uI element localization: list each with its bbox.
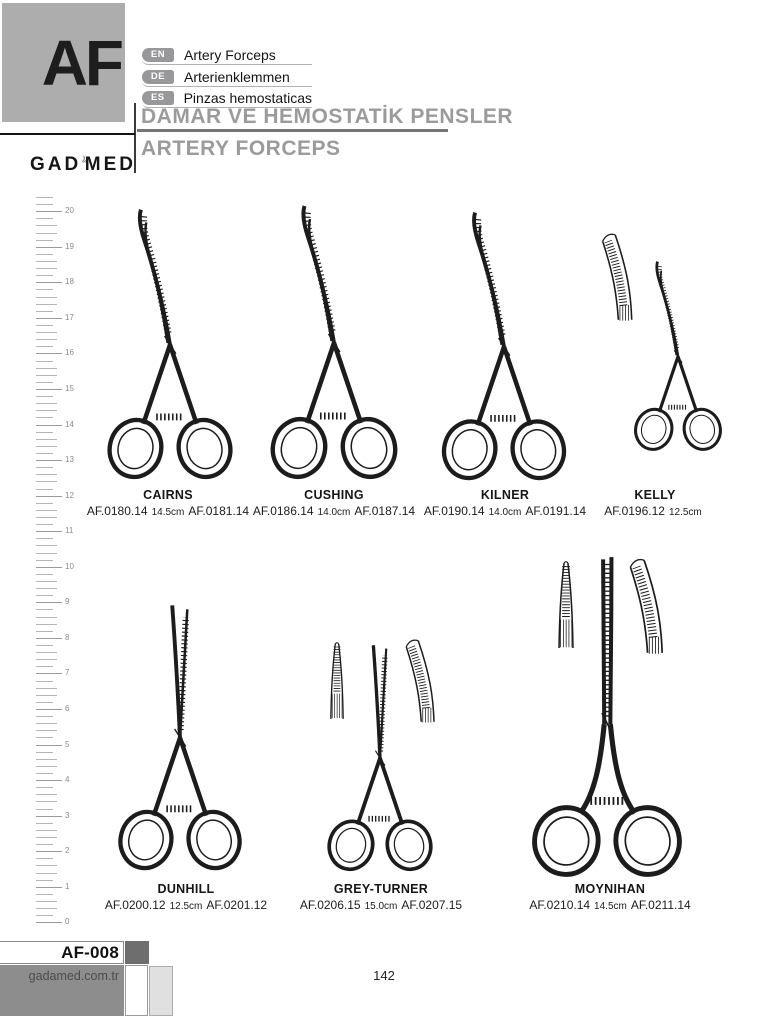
- ruler-tick: [36, 318, 62, 319]
- ruler-tick: [36, 460, 62, 461]
- ruler-tick: [36, 553, 57, 554]
- ruler-tick: [36, 467, 53, 468]
- product-size: 12.5cm: [668, 507, 702, 518]
- language-row-de: [142, 66, 312, 87]
- ruler-tick: [36, 915, 53, 916]
- ruler-tick: [36, 652, 57, 653]
- ruler-tick: [36, 474, 57, 475]
- ruler-tick: [36, 794, 57, 795]
- ruler-tick: [36, 339, 57, 340]
- ruler-tick: [36, 873, 57, 874]
- ruler-tick: [36, 816, 62, 817]
- language-row-en: [142, 44, 312, 65]
- product-code: AF.0186.14: [252, 504, 314, 518]
- product-codes: [86, 898, 286, 912]
- kilner-forceps-illustration: [430, 192, 578, 486]
- ruler-tick: [36, 211, 62, 212]
- ruler-tick: [36, 346, 53, 347]
- product-label: [555, 488, 755, 518]
- product-code: AF.0201.12: [206, 898, 268, 912]
- product-code: AF.0207.15: [401, 898, 463, 912]
- ruler-tick: [36, 609, 53, 610]
- ruler-tick: [36, 681, 53, 682]
- language-label-es: Pinzas hemostaticas: [183, 90, 312, 106]
- product-code: AF.0196.12: [604, 504, 665, 518]
- brand-text-right: MED: [84, 154, 136, 175]
- ruler-tick: [36, 588, 57, 589]
- ruler-tick-label: 2: [65, 846, 70, 856]
- ruler-tick: [36, 709, 62, 710]
- ruler-tick: [36, 510, 57, 511]
- ruler-tick-label: 10: [65, 561, 74, 571]
- ruler-tick: [36, 240, 53, 241]
- ruler-tick-label: 15: [65, 384, 74, 393]
- ruler-tick-label: 4: [65, 775, 70, 784]
- ruler-tick: [36, 233, 57, 234]
- product-size: 14.5cm: [151, 507, 185, 518]
- ruler-tick: [36, 432, 53, 433]
- ruler-tick: [36, 446, 57, 447]
- ruler-tick: [36, 688, 57, 689]
- ruler-tick-label: 11: [65, 526, 74, 536]
- ruler-tick: [36, 659, 57, 660]
- ruler-tick-label: 1: [65, 881, 70, 891]
- ruler-tick: [36, 602, 62, 603]
- ruler-tick: [36, 773, 53, 774]
- product-size: 14.5cm: [594, 901, 627, 912]
- ruler-tick: [36, 254, 53, 255]
- ruler-tick-label: 6: [65, 703, 70, 713]
- ruler-tick: [36, 823, 53, 824]
- ruler-tick: [36, 567, 62, 568]
- ruler-tick: [36, 581, 57, 582]
- ruler-tick: [36, 730, 57, 731]
- ruler-tick: [36, 417, 53, 418]
- ruler-tick: [36, 531, 62, 532]
- ruler-tick: [36, 737, 53, 738]
- product-size: 15.0cm: [364, 901, 398, 912]
- product-name: CAIRNS: [143, 488, 193, 502]
- product-code: AF.0191.14: [525, 504, 587, 518]
- ruler-tick: [36, 645, 53, 646]
- moynihan-forceps-illustration: [502, 546, 712, 880]
- category-code: AF: [41, 26, 121, 99]
- product-codes: [281, 898, 481, 912]
- page-title-turkish: DAMAR VE HEMOSTATİK PENSLER: [141, 105, 514, 128]
- cushing-forceps-illustration: [258, 185, 410, 485]
- ruler-tick: [36, 617, 57, 618]
- product-codes: [510, 898, 710, 912]
- category-badge: [2, 3, 125, 122]
- ruler-tick: [36, 289, 53, 290]
- ruler-tick: [36, 666, 53, 667]
- ruler-tick: [36, 489, 53, 490]
- ruler-tick-label: 5: [65, 739, 70, 749]
- ruler-tick: [36, 716, 53, 717]
- ruler-tick: [36, 595, 53, 596]
- ruler-tick: [36, 496, 62, 497]
- ruler-tick: [36, 353, 62, 354]
- product-name: CUSHING: [304, 488, 364, 502]
- ruler-tick: [36, 752, 53, 753]
- ruler-tick: [36, 453, 53, 454]
- ruler-tick: [36, 410, 57, 411]
- ruler-tick-label: 7: [65, 668, 70, 678]
- ruler-tick: [36, 538, 53, 539]
- ruler-tick: [36, 880, 53, 881]
- product-name: DUNHILL: [157, 882, 215, 896]
- ruler-tick: [36, 304, 57, 305]
- ruler-tick: [36, 268, 57, 269]
- ruler-tick: [36, 375, 57, 376]
- ruler-tick: [36, 638, 62, 639]
- website-text: gadamed.com.tr: [28, 969, 119, 983]
- ruler-tick: [36, 403, 57, 404]
- product-code: AF.0187.14: [354, 504, 416, 518]
- ruler-tick: [36, 247, 62, 248]
- ruler-tick: [36, 830, 57, 831]
- product-name: GREY-TURNER: [333, 882, 429, 896]
- title-underline: [137, 129, 448, 132]
- ruler-tick: [36, 865, 57, 866]
- brand-logo: [30, 146, 136, 174]
- product-code: AF.0206.15: [299, 898, 361, 912]
- ruler-tick-label: 20: [65, 206, 74, 216]
- ruler-tick: [36, 282, 62, 283]
- language-tag-es: ES: [142, 91, 174, 105]
- ruler-tick-label: 18: [65, 277, 74, 287]
- ruler-tick: [36, 218, 53, 219]
- product-code: AF.0180.14: [86, 504, 148, 518]
- language-label-en: Artery Forceps: [184, 47, 276, 63]
- product-label: [281, 882, 481, 912]
- ruler-tick: [36, 332, 57, 333]
- product-size: 14.0cm: [488, 507, 522, 518]
- ruler-tick: [36, 809, 53, 810]
- ruler-tick-label: 13: [65, 455, 74, 465]
- ruler-tick: [36, 631, 53, 632]
- ruler-tick: [36, 517, 57, 518]
- ruler-tick: [36, 425, 62, 426]
- ruler-tick: [36, 503, 53, 504]
- ruler-tick: [36, 439, 57, 440]
- ruler-tick: [36, 389, 62, 390]
- ruler-tick-label: 14: [65, 419, 74, 429]
- product-size: 12.5cm: [169, 901, 203, 912]
- page-number: 142: [373, 968, 395, 983]
- ruler-tick: [36, 574, 53, 575]
- ruler-tick: [36, 695, 57, 696]
- ruler-tick: [36, 837, 57, 838]
- product-code: AF.0211.14: [630, 898, 691, 912]
- ruler-tick: [36, 851, 62, 852]
- ruler-tick: [36, 901, 57, 902]
- product-label: [510, 882, 710, 912]
- ruler-tick: [36, 368, 57, 369]
- ruler-tick: [36, 261, 57, 262]
- ruler-tick-label: 3: [65, 810, 70, 820]
- ruler-tick: [36, 325, 53, 326]
- product-size: 14.0cm: [317, 507, 351, 518]
- ruler-tick: [36, 759, 57, 760]
- product-name: MOYNIHAN: [574, 882, 646, 896]
- product-name: KELLY: [634, 488, 676, 502]
- page-title-english: ARTERY FORCEPS: [141, 137, 341, 160]
- ruler-tick: [36, 787, 53, 788]
- product-code: AF.0190.14: [423, 504, 485, 518]
- product-code: AF.0200.12: [104, 898, 166, 912]
- ruler-tick: [36, 780, 62, 781]
- ruler-tick: [36, 481, 57, 482]
- grey-turner-forceps-illustration: [306, 627, 454, 876]
- dunhill-forceps-illustration: [104, 584, 256, 876]
- product-label: [234, 488, 434, 518]
- product-codes: [555, 504, 755, 518]
- ruler-tick-label: 17: [65, 312, 74, 322]
- ruler-tick: [36, 197, 53, 198]
- header-horizontal-rule: [0, 133, 135, 135]
- brand-text-left: GAD: [30, 154, 82, 175]
- language-tag-de: DE: [142, 70, 174, 84]
- language-tag-en: EN: [142, 48, 174, 62]
- ruler-tick: [36, 922, 62, 923]
- page-code: AF-008: [61, 942, 119, 962]
- ruler-tick-label: 19: [65, 241, 74, 251]
- ruler-tick-label: 8: [65, 632, 70, 642]
- ruler-tick: [36, 723, 57, 724]
- ruler-tick-label: 16: [65, 348, 74, 358]
- ruler-tick: [36, 382, 53, 383]
- ruler-tick-label: 0: [65, 917, 70, 927]
- ruler-tick: [36, 624, 57, 625]
- cairns-forceps-illustration: [96, 188, 244, 486]
- ruler-tick: [36, 858, 53, 859]
- ruler-tick: [36, 275, 53, 276]
- ruler-tick: [36, 702, 53, 703]
- ruler-tick: [36, 766, 57, 767]
- ruler-tick: [36, 887, 62, 888]
- product-codes: [234, 504, 434, 518]
- ruler-tick: [36, 225, 57, 226]
- ruler-tick: [36, 361, 53, 362]
- product-code: AF.0210.14: [529, 898, 591, 912]
- ruler-tick: [36, 204, 53, 205]
- ruler-tick: [36, 844, 53, 845]
- ruler-tick-label: 12: [65, 490, 74, 500]
- ruler-tick: [36, 801, 57, 802]
- ruler-tick: [36, 908, 57, 909]
- ruler-tick: [36, 297, 57, 298]
- page-code-box: [0, 941, 124, 964]
- kelly-forceps-illustration: [626, 215, 730, 487]
- ruler-tick: [36, 396, 53, 397]
- ruler-tick: [36, 311, 53, 312]
- product-code: AF.0181.14: [188, 504, 250, 518]
- footer-dark-square: [125, 941, 149, 964]
- ruler-tick: [36, 545, 57, 546]
- ruler-tick: [36, 745, 62, 746]
- ruler-tick: [36, 524, 53, 525]
- product-name: KILNER: [480, 488, 530, 502]
- ruler-tick: [36, 673, 62, 674]
- ruler-tick-label: 9: [65, 597, 70, 607]
- product-label: [86, 882, 286, 912]
- ruler-tick: [36, 560, 53, 561]
- language-label-de: Arterienklemmen: [184, 69, 290, 85]
- ruler-tick: [36, 894, 53, 895]
